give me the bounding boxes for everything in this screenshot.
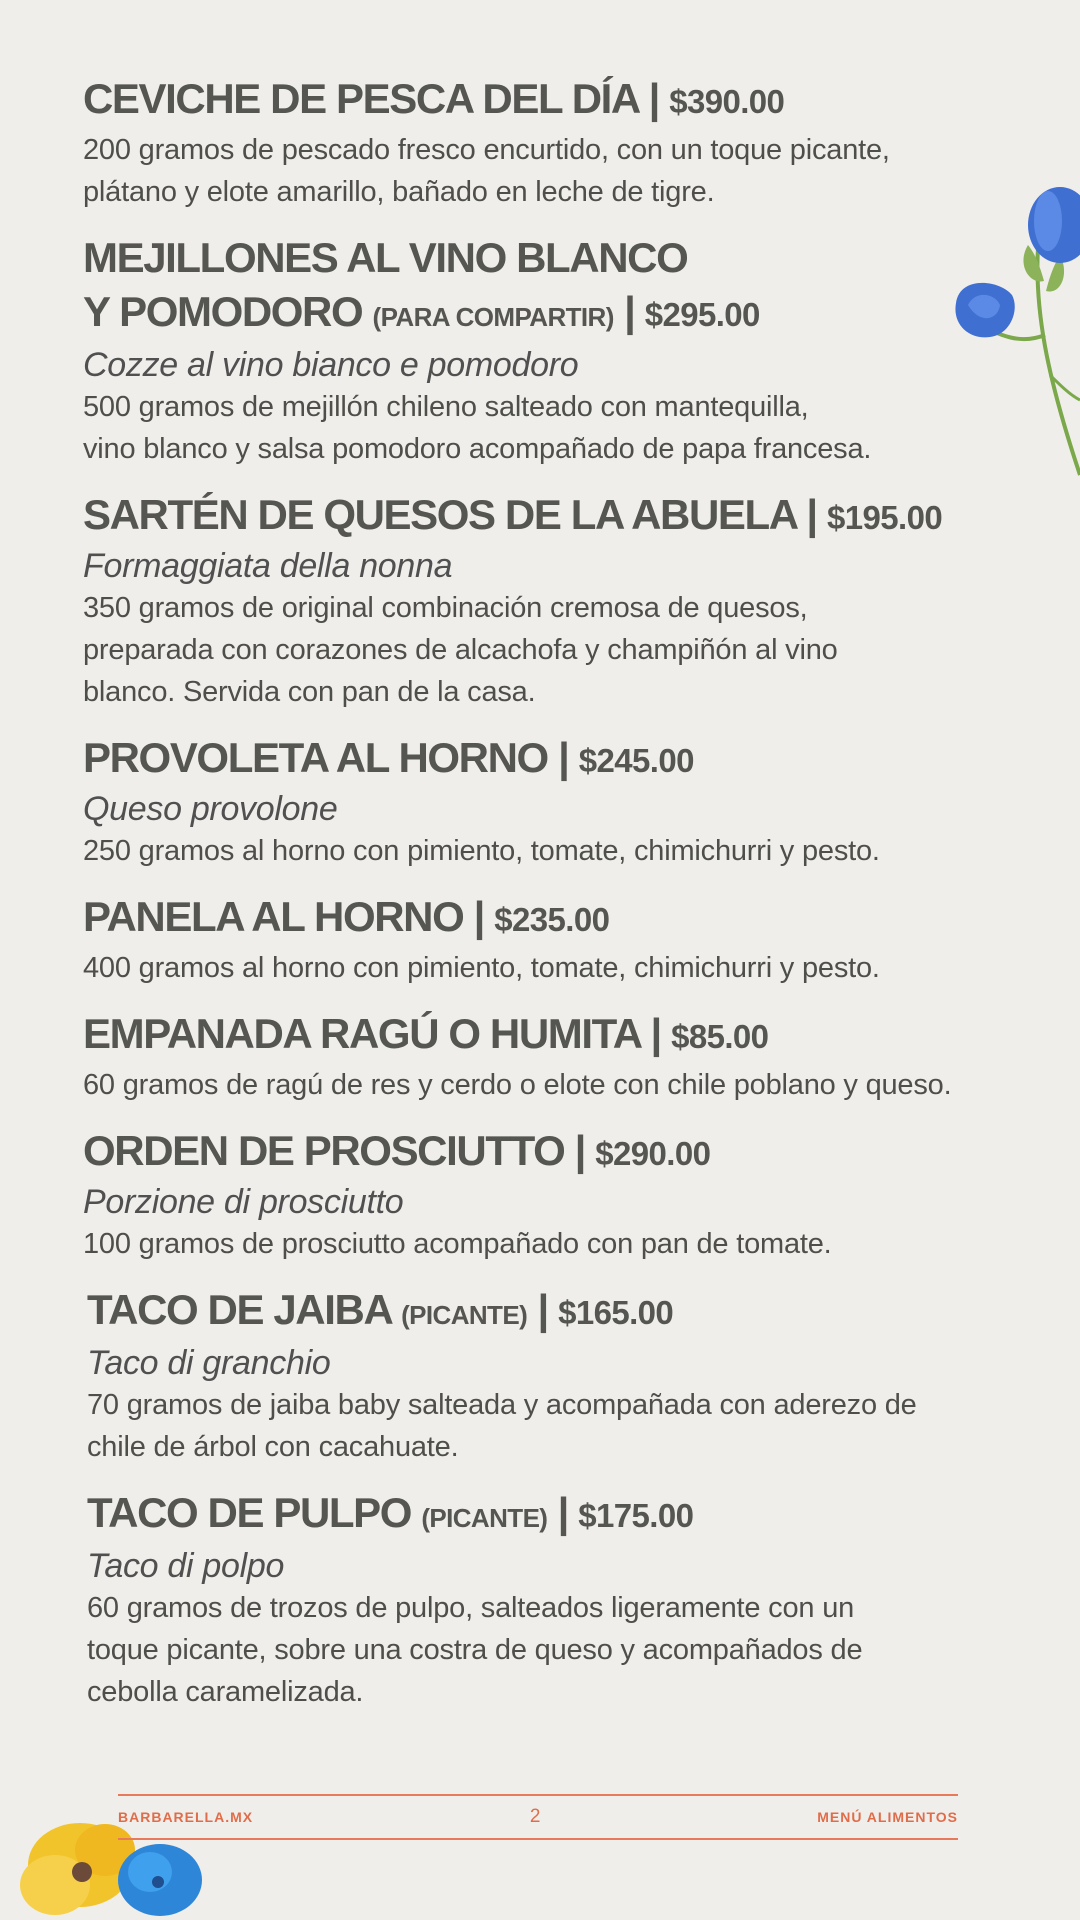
item-name: PANELA AL HORNO [83, 893, 464, 940]
item-title [83, 731, 1043, 788]
menu-item-sarten-quesos [83, 488, 1043, 713]
item-price: $290.00 [595, 1135, 711, 1172]
separator: | [473, 893, 484, 940]
item-italian-name: Formaggiata della nonna [83, 547, 453, 585]
item-price: $85.00 [671, 1018, 769, 1055]
item-description: 60 gramos de ragú de res y cerdo o elote con chile poblano y queso. [83, 1069, 952, 1101]
separator: | [648, 75, 659, 122]
item-description: 350 gramos de original combinación cremosa de quesos, preparada con corazones de alcachofa y champiñón al vino blanco. Servida con pan de la casa. [83, 592, 838, 708]
item-name: ORDEN DE PROSCIUTTO [83, 1127, 565, 1174]
separator: | [650, 1010, 661, 1057]
menu-list [83, 72, 1043, 1731]
item-description: 500 gramos de mejillón chileno salteado con mantequilla, vino blanco y salsa pomodoro acompañado de papa francesa. [83, 391, 872, 465]
item-italian-name: Queso provolone [83, 790, 338, 828]
item-italian-name: Taco di granchio [87, 1344, 331, 1382]
item-price: $165.00 [558, 1294, 674, 1331]
menu-item-ceviche [83, 72, 1043, 213]
item-price: $390.00 [669, 83, 785, 120]
separator: | [558, 734, 569, 781]
separator: | [574, 1127, 585, 1174]
item-name: EMPANADA RAGÚ O HUMITA [83, 1010, 641, 1057]
item-italian-name: Porzione di prosciutto [83, 1183, 404, 1221]
separator: | [806, 491, 817, 538]
item-title [83, 72, 1043, 129]
item-title [83, 1007, 1043, 1064]
separator: | [624, 288, 635, 335]
item-name: Y POMODORO [83, 288, 363, 335]
item-price: $175.00 [578, 1497, 694, 1534]
item-name: SARTÉN DE QUESOS DE LA ABUELA [83, 491, 797, 538]
item-note: (PICANTE) [401, 1300, 528, 1330]
menu-item-empanada [83, 1007, 1043, 1106]
item-italian-name: Cozze al vino bianco e pomodoro [83, 346, 579, 384]
item-description: 400 gramos al horno con pimiento, tomate, chimichurri y pesto. [83, 952, 880, 984]
item-price: $195.00 [827, 499, 943, 536]
item-price: $245.00 [578, 742, 694, 779]
item-title [83, 890, 1043, 947]
item-name: TACO DE PULPO [87, 1489, 412, 1536]
menu-item-panela [83, 890, 1043, 989]
item-name: TACO DE JAIBA [87, 1286, 391, 1333]
item-description: 70 gramos de jaiba baby salteada y acompañada con aderezo de chile de árbol con cacahuate. [87, 1389, 917, 1463]
menu-item-taco-pulpo [83, 1486, 1043, 1713]
item-title-line1: MEJILLONES AL VINO BLANCO [83, 234, 688, 281]
item-title [87, 1486, 1043, 1545]
item-title [83, 488, 1043, 545]
item-description: 250 gramos al horno con pimiento, tomate, chimichurri y pesto. [83, 835, 880, 867]
item-title [83, 1124, 1043, 1181]
item-description: 60 gramos de trozos de pulpo, salteados ligeramente con un toque picante, sobre una costra de queso y acompañados de cebolla caramelizada. [87, 1592, 863, 1708]
menu-item-prosciutto [83, 1124, 1043, 1265]
item-title [83, 285, 1043, 344]
item-note: (PICANTE) [421, 1503, 548, 1533]
menu-item-mejillones [83, 231, 1043, 470]
footer-section-label: MENÚ ALIMENTOS [817, 1809, 958, 1825]
item-title [87, 1283, 1043, 1342]
page-footer [118, 1794, 958, 1840]
separator: | [537, 1286, 548, 1333]
page-number: 2 [529, 1806, 541, 1827]
item-note: (PARA COMPARTIR) [372, 302, 614, 332]
item-name: CEVICHE DE PESCA DEL DÍA [83, 75, 639, 122]
menu-item-provoleta [83, 731, 1043, 872]
item-price: $235.00 [494, 901, 610, 938]
item-price: $295.00 [644, 296, 760, 333]
item-italian-name: Taco di polpo [87, 1547, 285, 1585]
blue-flower-icon [920, 185, 1080, 485]
item-description: 200 gramos de pescado fresco encurtido, con un toque picante, plátano y elote amarillo, bañado en leche de tigre. [83, 134, 890, 208]
menu-item-taco-jaiba [83, 1283, 1043, 1468]
item-name: PROVOLETA AL HORNO [83, 734, 548, 781]
item-description: 100 gramos de prosciutto acompañado con pan de tomate. [83, 1228, 832, 1260]
footer-site-link[interactable]: BARBARELLA.MX [118, 1809, 254, 1825]
separator: | [557, 1489, 569, 1536]
